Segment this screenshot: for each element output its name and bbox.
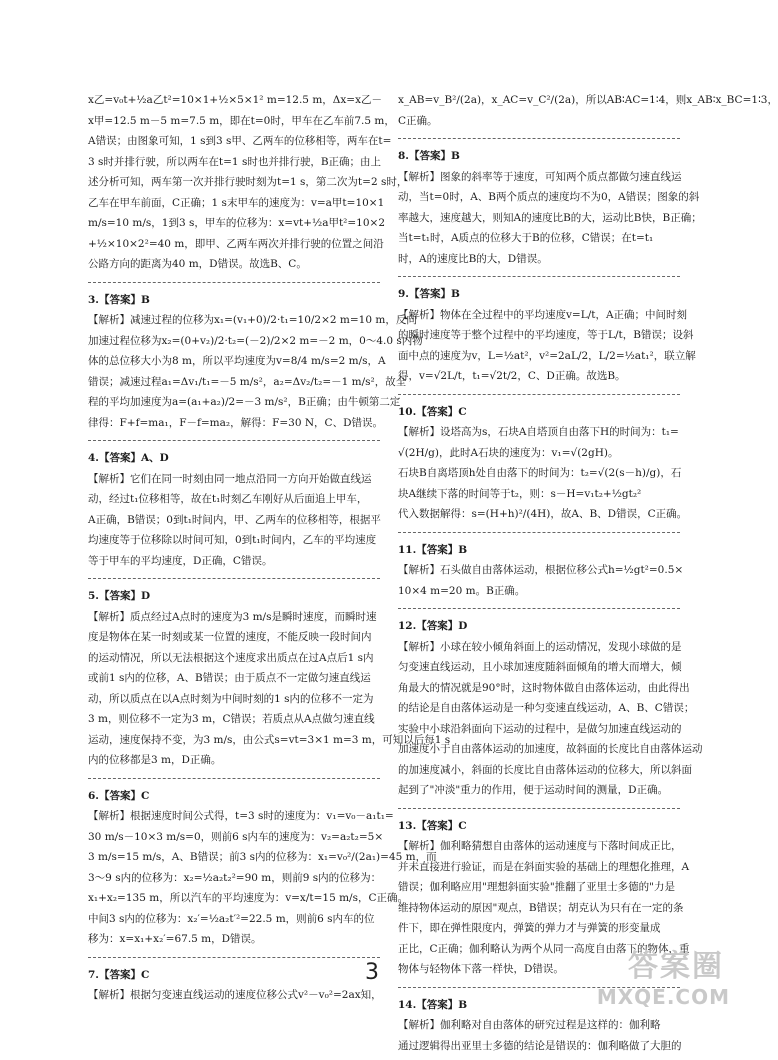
analysis-line: 匀变速直线运动，且小球加速度随斜面倾角的增大而增大，倾	[398, 657, 680, 678]
analysis-line: √(2H/g)，此时A石块的速度为：v₁=√(2gH)。	[398, 443, 680, 464]
analysis-line: 【解析】质点经过A点时的速度为3 m/s是瞬时速度，而瞬时速	[88, 607, 380, 628]
analysis-line: 加速度小于自由落体运动的加速度，故斜面的长度比自由落体运动	[398, 739, 680, 760]
analysis-line: 【解析】伽利略猜想自由落体的运动速度与下落时间成正比，	[398, 836, 680, 857]
analysis-line: 3 m，则位移不一定为3 m，C错误；若质点从A点做匀速直线	[88, 709, 380, 730]
analysis-line: 动，所以质点在以A点时刻为中间时刻的1 s内的位移不一定为	[88, 689, 380, 710]
text-line: m/s=10 m/s，1到3 s，甲车的位移为：x=vt+½a甲t²=10×2	[88, 213, 380, 234]
answer-label: 8.【答案】B	[398, 146, 680, 167]
left-column	[88, 88, 380, 1010]
analysis-line: 10×4 m=20 m。B正确。	[398, 581, 680, 602]
question-3	[88, 288, 380, 438]
text-line: C正确。	[398, 111, 680, 132]
analysis-line: 【解析】图象的斜率等于速度，可知两个质点都做匀速直线运	[398, 167, 680, 188]
answer-label: 7.【答案】C	[88, 965, 380, 986]
question-11	[398, 538, 680, 606]
analysis-line: 程的平均加速度为a=(a₁+a₂)/2=－3 m/s²，B正确；由牛顿第二定	[88, 392, 380, 413]
dashed-divider	[398, 532, 680, 533]
analysis-line: 动，当t=0时，A、B两个质点的速度均不为0，A错误；图象的斜	[398, 187, 680, 208]
answer-label: 13.【答案】C	[398, 816, 680, 837]
question-10	[398, 400, 680, 529]
answer-label: 14.【答案】B	[398, 995, 680, 1016]
question-8	[398, 144, 680, 273]
answer-label: 4.【答案】A、D	[88, 448, 380, 469]
analysis-line: 等于甲车的平均速度，D正确，C错误。	[88, 551, 380, 572]
dashed-divider	[398, 608, 680, 609]
analysis-line: 3～9 s内的位移为：x₂=½a₂t₂²=90 m，则前9 s内的位移为：	[88, 868, 380, 889]
analysis-line: 【解析】根据速度时间公式得，t=3 s时的速度为：v₁=v₀－a₁t₁=	[88, 806, 380, 827]
text-line: 3 s时并排行驶，所以两车在t=1 s时也并排行驶，B正确；由上	[88, 152, 380, 173]
analysis-line: 【解析】它们在同一时刻由同一地点沿同一方向开始做直线运	[88, 469, 380, 490]
q7-continued	[398, 88, 680, 135]
analysis-line: 并未直接进行验证，而是在斜面实验的基础上的理想化推理，A	[398, 857, 680, 878]
analysis-line: 体的总位移大小为8 m，所以平均速度为v=8/4 m/s=2 m/s，A	[88, 351, 380, 372]
analysis-line: 【解析】根据匀变速直线运动的速度位移公式v²－v₀²=2ax知，	[88, 985, 380, 1006]
answer-label: 6.【答案】C	[88, 786, 380, 807]
analysis-line: 的加速度减小，斜面的长度比自由落体运动的位移大，所以斜面	[398, 760, 680, 781]
answer-label: 10.【答案】C	[398, 402, 680, 423]
watermark	[586, 941, 736, 1011]
analysis-line: 律得：F+f=ma₁，F－f=ma₂，解得：F=30 N，C、D错误。	[88, 413, 380, 434]
analysis-line: 运动，速度保持不变，为3 m/s，由公式s=vt=3×1 m=3 m，可知以后每1 s	[88, 730, 380, 751]
text-line: A错误；由图象可知，1 s到3 s甲、乙两车的位移相等，两车在t=	[88, 131, 380, 152]
analysis-line: 【解析】石头做自由落体运动，根据位移公式h=½gt²=0.5×	[398, 560, 680, 581]
analysis-line: 移为：x=x₁+x₂′=67.5 m，D错误。	[88, 929, 380, 950]
analysis-line: 加速过程位移为x₂=(0+v₂)/2·t₂=(－2)/2×2 m=－2 m，0～4.0 s内物	[88, 331, 380, 352]
dashed-divider	[398, 808, 680, 809]
analysis-line: 错误；伽利略应用"理想斜面实验"推翻了亚里士多德的"力是	[398, 877, 680, 898]
analysis-line: 物体与轻物体下落一样快，D错误。	[398, 959, 680, 980]
analysis-line: 实验中小球沿斜面向下运动的过程中，是做匀加速直线运动的	[398, 719, 680, 740]
answer-label: 5.【答案】D	[88, 586, 380, 607]
dashed-divider	[88, 282, 380, 283]
dashed-divider	[398, 394, 680, 395]
analysis-line: 动，经过t₁位移相等，故在t₁时刻乙车刚好从后面追上甲车，	[88, 489, 380, 510]
analysis-line: 【解析】小球在较小倾角斜面上的运动情况，发现小球做的是	[398, 637, 680, 658]
answer-label: 11.【答案】B	[398, 540, 680, 561]
analysis-line: A正确，B错误；0到t₁时间内，甲、乙两车的位移相等，根据平	[88, 510, 380, 531]
dashed-divider	[88, 957, 380, 958]
question-9	[398, 282, 680, 391]
dashed-divider	[398, 276, 680, 277]
analysis-line: 的瞬时速度等于整个过程中的平均速度，等于L/t，B错误；设斜	[398, 325, 680, 346]
analysis-line: 件下，即在弹性限度内，弹簧的弹力才与弹簧的形变量成	[398, 918, 680, 939]
analysis-line: 块A继续下落的时间等于t₂，则：s－H=v₁t₂+½gt₂²	[398, 484, 680, 505]
analysis-line: 起到了"冲淡"重力的作用，便于运动时间的测量，D正确。	[398, 780, 680, 801]
analysis-line: 通过逻辑得出亚里士多德的结论是错误的：伽利略做了大胆的	[398, 1036, 680, 1057]
analysis-line: 得，v=√2L/t，t₁=√2t/2，C、D正确。故选B。	[398, 366, 680, 387]
analysis-line: 石块B自离塔顶h处自由落下的时间为：t₂=√(2(s－h)/g)，石	[398, 463, 680, 484]
dashed-divider	[88, 578, 380, 579]
text-line: 述分析可知，两车第一次并排行驶时刻为t=1 s，第二次为t=2 s时，	[88, 172, 380, 193]
analysis-line: 当t=t₁时，A质点的位移大于B的位移，C错误；在t=t₁	[398, 228, 680, 249]
analysis-line: 【解析】物体在全过程中的平均速度v=L/t，A正确；中间时刻	[398, 305, 680, 326]
question-4	[88, 446, 380, 575]
analysis-line: 或前1 s内的位移，A、B错误；由于质点不一定做匀速直线运	[88, 668, 380, 689]
text-line: x甲=12.5 m－5 m=7.5 m，即在t=0时，甲车在乙车前7.5 m，	[88, 111, 380, 132]
question-12	[398, 614, 680, 805]
question-5	[88, 584, 380, 775]
analysis-line: 度是物体在某一时刻或某一位置的速度，不能反映一段时间内	[88, 627, 380, 648]
text-line: x乙=v₀t+½a乙t²=10×1+½×5×1² m=12.5 m，Δx=x乙－	[88, 90, 380, 111]
q2-continued	[88, 88, 380, 279]
analysis-line: 时，A的速度比B的大，D错误。	[398, 249, 680, 270]
analysis-line: 的结论是自由落体运动是一种匀变速直线运动，A、B、C错误；	[398, 698, 680, 719]
analysis-line: x₁+x₂=135 m，所以汽车的平均速度为：v=x/t=15 m/s，C正确。	[88, 888, 380, 909]
question-7	[88, 963, 380, 1010]
answer-label: 12.【答案】D	[398, 616, 680, 637]
text-line: x_AB=v_B²/(2a)，x_AC=v_C²/(2a)，所以AB∶AC=1∶4，则x_AB∶x_BC=1∶3，	[398, 90, 680, 111]
right-column	[398, 88, 680, 1060]
analysis-line: 【解析】伽利略对自由落体的研究过程是这样的：伽利略	[398, 1015, 680, 1036]
analysis-line: 维持物体运动的原因"观点，B错误；胡克认为只有在一定的条	[398, 898, 680, 919]
analysis-line: 中间3 s内的位移为：x₂′=½a₂t′²=22.5 m，则前6 s内车的位	[88, 909, 380, 930]
text-line: 公路方向的距离为40 m，D错误。故选B、C。	[88, 254, 380, 275]
analysis-line: 均速度等于位移除以时间可知，0到t₁时间内，乙车的平均速度	[88, 530, 380, 551]
analysis-line: 3 m/s=15 m/s，A、B错误；前3 s内的位移为：x₁=v₀²/(2a₁)=45 m，而	[88, 847, 380, 868]
analysis-line: 【解析】减速过程的位移为x₁=(v₁+0)/2·t₁=10/2×2 m=10 m，反向	[88, 310, 380, 331]
analysis-line: 角最大的情况就是90°时，这时物体做自由落体运动，由此得出	[398, 678, 680, 699]
answer-label: 3.【答案】B	[88, 290, 380, 311]
text-line: 乙车在甲车前面，C正确；1 s末甲车的速度为：v=a甲t=10×1	[88, 193, 380, 214]
watermark-url: MXQE.COM	[597, 985, 730, 1009]
dashed-divider	[88, 778, 380, 779]
analysis-line: 代入数据解得：s=(H+h)²/(4H)，故A、B、D错误，C正确。	[398, 504, 680, 525]
page-number: 3	[365, 960, 379, 985]
analysis-line: 30 m/s－10×3 m/s=0，则前6 s内车的速度为：v₂=a₂t₂=5×	[88, 827, 380, 848]
watermark-logo: 答案圈	[628, 941, 724, 985]
dashed-divider	[398, 138, 680, 139]
analysis-line: 【解析】设塔高为s，石块A自塔顶自由落下H的时间为：t₁=	[398, 422, 680, 443]
text-line: +½×10×2²=40 m，即甲、乙两车两次并排行驶的位置之间沿	[88, 234, 380, 255]
analysis-line: 面中点的速度为v，L=½at²，v²=2aL/2，L/2=½at₁²，联立解	[398, 346, 680, 367]
analysis-line: 错误；减速过程a₁=Δv₁/t₁=－5 m/s²，a₂=Δv₂/t₂=－1 m/s²，故全	[88, 372, 380, 393]
dashed-divider	[88, 440, 380, 441]
analysis-line: 内的位移都是3 m，D正确。	[88, 750, 380, 771]
analysis-line: 率越大，速度越大，则知A的速度比B的大，运动比B快，B正确；	[398, 208, 680, 229]
question-6	[88, 784, 380, 954]
answer-label: 9.【答案】B	[398, 284, 680, 305]
analysis-line: 正比，C正确；伽利略认为两个从同一高度自由落下的物体，重	[398, 939, 680, 960]
analysis-line: 的运动情况，所以无法根据这个速度求出质点在过A点后1 s内	[88, 648, 380, 669]
